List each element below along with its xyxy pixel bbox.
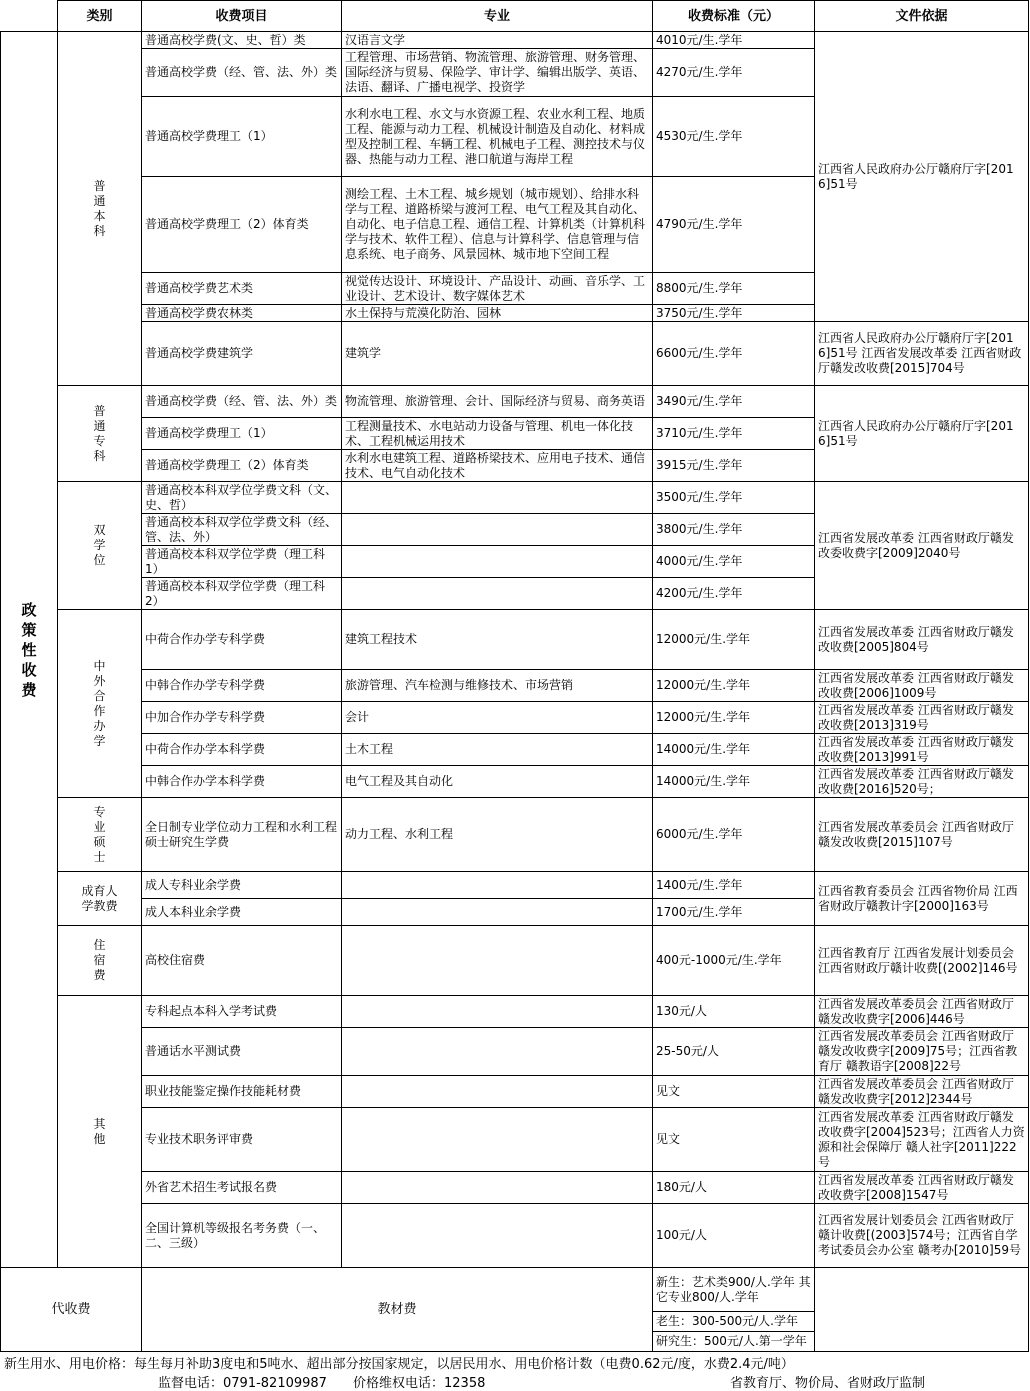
fee-cell: 3750元/生.学年 [653,305,815,322]
major-cell: 汉语言文学 [342,32,653,49]
table-row [1,1268,1029,1312]
basis-cell: 江西省发展改革委 江西省财政厅赣发改委收费字[2009]2040号 [815,482,1029,610]
major-cell: 工程管理、市场营销、物流管理、旅游管理、财务管理、国际经济与贸易、保险学、审计学、编辑出版学、英语、法语、翻译、广播电视学、投资学 [342,49,653,97]
item-cell: 普通话水平测试费 [142,1028,342,1076]
item-cell: 专科起点本科入学考试费 [142,996,342,1028]
basis-cell: 江西省教育委员会 江西省物价局 江西省财政厅赣教计字[2000]163号 [815,872,1029,926]
item-cell: 普通高校学费理工（2）体育类 [142,450,342,482]
major-cell: 物流管理、旅游管理、会计、国际经济与贸易、商务英语 [342,386,653,418]
fee-cell: 1700元/生.学年 [653,899,815,926]
table-row [1,766,1029,798]
table-row [1,1204,1029,1268]
basis-cell: 江西省发展改革委 江西省财政厅赣发改收费[2013]319号 [815,702,1029,734]
category-undergrad: 普通本科 [58,32,142,386]
major-cell: 建筑工程技术 [342,610,653,670]
fee-cell: 老生：300-500元/人.学年 [653,1312,815,1332]
item-cell: 普通高校本科双学位学费文科（经、管、法、外） [142,514,342,546]
basis-cell: 江西省发展改革委 江西省财政厅赣发改收费[2005]804号 [815,610,1029,670]
table-row [1,1172,1029,1204]
major-cell: 工程测量技术、水电站动力设备与管理、机电一体化技术、工程机械运用技术 [342,418,653,450]
major-cell: 水利水电工程、水文与水资源工程、农业水利工程、地质工程、能源与动力工程、机械设计制造及自动化、材料成型及控制工程、车辆工程、机械电子工程、测控技术与仪器、热能与动力工程、港口航道与海岸工程 [342,97,653,177]
category-adult: 成育人学教费 [58,872,142,926]
item-cell: 普通高校学费（经、管、法、外）类 [142,49,342,97]
corner-cell [1,1,58,32]
table-row [1,1108,1029,1172]
major-cell: 土木工程 [342,734,653,766]
table-row [1,386,1029,418]
item-cell: 普通高校学费理工（1） [142,418,342,450]
major-cell: 建筑学 [342,322,653,386]
fee-cell: 4270元/生.学年 [653,49,815,97]
item-cell: 中荷合作办学本科学费 [142,734,342,766]
basis-cell: 江西省发展改革委 江西省财政厅赣发改收费[2013]991号 [815,734,1029,766]
item-cell: 普通高校学费理工（2）体育类 [142,177,342,273]
header-major: 专业 [342,1,653,32]
item-cell: 中荷合作办学专科学费 [142,610,342,670]
fee-cell: 4000元/生.学年 [653,546,815,578]
table-row [1,926,1029,996]
header-item: 收费项目 [142,1,342,32]
item-cell: 外省艺术招生考试报名费 [142,1172,342,1204]
major-cell [342,1076,653,1108]
item-cell: 普通高校本科双学位学费（理工科1） [142,546,342,578]
header-row [1,1,1029,32]
footer-utilities-note: 新生用水、用电价格：每生每月补助3度电和5吨水、超出部分按国家规定，以居民用水、用电价格计数（电费0.62元/度，水费2.4元/吨） [4,1357,794,1372]
basis-cell: 江西省发展改革委 江西省财政厅赣发改收费字[2008]1547号 [815,1172,1029,1204]
table-row [1,482,1029,514]
policy-cell [1,32,58,1268]
fee-cell: 8800元/生.学年 [653,273,815,305]
item-cell: 全国计算机等级报名考务费（一、二、三级） [142,1204,342,1268]
major-cell [342,1172,653,1204]
fee-cell: 14000元/生.学年 [653,734,815,766]
item-cell: 中韩合作办学本科学费 [142,766,342,798]
major-cell [342,514,653,546]
basis-cell: 江西省发展改革委员会 江西省财政厅赣发改收费[2015]107号 [815,798,1029,872]
major-cell [342,1204,653,1268]
basis-cell [815,1268,1029,1352]
basis-cell: 江西省人民政府办公厅赣府厅字[2016]51号 江西省发展改革委 江西省财政厅赣发改收费[2015]704号 [815,322,1029,386]
basis-cell: 江西省发展改革委 江西省财政厅赣发改收费字[2004]523号；江西省人力资源和社会保障厅 赣人社字[2011]222号 [815,1108,1029,1172]
header-fee: 收费标准（元） [653,1,815,32]
fee-cell: 4010元/生.学年 [653,32,815,49]
fee-cell: 130元/人 [653,996,815,1028]
major-cell [342,899,653,926]
major-cell: 测绘工程、土木工程、城乡规划（城市规划）、给排水科学与工程、道路桥梁与渡河工程、电气工程及其自动化、自动化、电子信息工程、通信工程、计算机类（计算机科学与技术、软件工程）、信息与计算科学、信息管理与信息系统、电子商务、风景园林、城市地下空间工程 [342,177,653,273]
fee-cell: 3800元/生.学年 [653,514,815,546]
basis-cell: 江西省发展改革委员会 江西省财政厅赣发改收费字[2006]446号 [815,996,1029,1028]
major-cell: 水利水电建筑工程、道路桥梁技术、应用电子技术、通信技术、电气自动化技术 [342,450,653,482]
item-cell: 中加合作办学专科学费 [142,702,342,734]
table-row [1,322,1029,386]
fee-cell: 见文 [653,1076,815,1108]
table-row [1,872,1029,899]
item-cell: 专业技术职务评审费 [142,1108,342,1172]
major-cell [342,926,653,996]
item-cell: 职业技能鉴定操作技能耗材费 [142,1076,342,1108]
basis-cell: 江西省发展改革委员会 江西省财政厅赣发改收费字[2012]2344号 [815,1076,1029,1108]
major-cell: 电气工程及其自动化 [342,766,653,798]
table-row [1,996,1029,1028]
item-cell: 高校住宿费 [142,926,342,996]
category-junior: 普通专科 [58,386,142,482]
item-cell: 普通高校学费农林类 [142,305,342,322]
major-cell [342,1028,653,1076]
fee-cell: 1400元/生.学年 [653,872,815,899]
fee-cell: 3710元/生.学年 [653,418,815,450]
fee-cell: 3500元/生.学年 [653,482,815,514]
table-row [1,798,1029,872]
major-cell: 水土保持与荒漠化防治、园林 [342,305,653,322]
category-coop: 中外合作办学 [58,610,142,798]
item-cell: 成人本科业余学费 [142,899,342,926]
header-category: 类别 [58,1,142,32]
footer-department: 省教育厅、物价局、省财政厅监制 [730,1376,926,1391]
fee-cell: 研究生：500元/人.第一学年 [653,1332,815,1352]
basis-cell: 江西省人民政府办公厅赣府厅字[2016]51号 [815,32,1029,322]
basis-cell: 江西省发展改革委 江西省财政厅赣发改收费[2006]1009号 [815,670,1029,702]
major-cell [342,1108,653,1172]
item-cell: 普通高校学费建筑学 [142,322,342,386]
major-cell: 视觉传达设计、环境设计、产品设计、动画、音乐学、工业设计、艺术设计、数字媒体艺术 [342,273,653,305]
basis-cell: 江西省人民政府办公厅赣府厅字[2016]51号 [815,386,1029,482]
major-cell [342,578,653,610]
fee-cell: 400元-1000元/生.学年 [653,926,815,996]
major-cell [342,872,653,899]
table-row [1,734,1029,766]
fee-cell: 180元/人 [653,1172,815,1204]
table-row [1,702,1029,734]
fee-cell: 4200元/生.学年 [653,578,815,610]
item-cell: 全日制专业学位动力工程和水利工程硕士研究生学费 [142,798,342,872]
fee-cell: 25-50元/人 [653,1028,815,1076]
fee-cell: 12000元/生.学年 [653,610,815,670]
table-row [1,610,1029,670]
major-cell: 动力工程、水利工程 [342,798,653,872]
item-cell: 普通高校本科双学位学费（理工科2） [142,578,342,610]
collect-label: 代收费 [1,1268,142,1352]
item-cell: 普通高校学费艺术类 [142,273,342,305]
header-basis: 文件依据 [815,1,1029,32]
fee-cell: 4530元/生.学年 [653,97,815,177]
table-row [1,1028,1029,1076]
fee-cell: 3490元/生.学年 [653,386,815,418]
item-cell: 中韩合作办学专科学费 [142,670,342,702]
fee-cell: 12000元/生.学年 [653,670,815,702]
basis-cell: 江西省发展计划委员会 江西省财政厅赣计收费[(2003]574号；江西省自学考试委员会办公室 赣考办[2010]59号 [815,1204,1029,1268]
fee-cell: 见文 [653,1108,815,1172]
category-double: 双学位 [58,482,142,610]
basis-cell: 江西省教育厅 江西省发展计划委员会 江西省财政厅赣计收费[(2002]146号 [815,926,1029,996]
fee-cell: 6000元/生.学年 [653,798,815,872]
policy-label: 政策性收费 [21,600,37,699]
table-row [1,1076,1029,1108]
footer-supervise-phone: 监督电话：0791-82109987 [158,1376,327,1391]
table-row [1,670,1029,702]
fee-cell: 4790元/生.学年 [653,177,815,273]
major-cell: 旅游管理、汽车检测与维修技术、市场营销 [342,670,653,702]
fee-cell: 12000元/生.学年 [653,702,815,734]
footer-price-phone: 价格维权电话：12358 [353,1376,486,1391]
item-cell: 普通高校学费理工（1） [142,97,342,177]
item-cell: 普通高校学费(文、史、哲）类 [142,32,342,49]
category-dorm: 住宿费 [58,926,142,996]
item-cell: 普通高校学费（经、管、法、外）类 [142,386,342,418]
table-row [1,32,1029,49]
fee-cell: 14000元/生.学年 [653,766,815,798]
fee-cell: 新生：艺术类900/人.学年 其它专业800/人.学年 [653,1268,815,1312]
major-cell [342,546,653,578]
major-cell [342,996,653,1028]
basis-cell: 江西省发展改革委员会 江西省财政厅赣发改收费字[2009]75号；江西省教育厅 赣教语字[2008]22号 [815,1028,1029,1076]
major-cell [342,482,653,514]
fee-cell: 100元/人 [653,1204,815,1268]
collect-item: 教材费 [142,1268,653,1352]
item-cell: 成人专科业余学费 [142,872,342,899]
fee-cell: 3915元/生.学年 [653,450,815,482]
item-cell: 普通高校本科双学位学费文科（文、史、哲） [142,482,342,514]
major-cell: 会计 [342,702,653,734]
basis-cell: 江西省发展改革委 江西省财政厅赣发改收费[2016]520号； [815,766,1029,798]
fee-cell: 6600元/生.学年 [653,322,815,386]
category-master: 专业硕士 [58,798,142,872]
category-other: 其他 [58,996,142,1268]
